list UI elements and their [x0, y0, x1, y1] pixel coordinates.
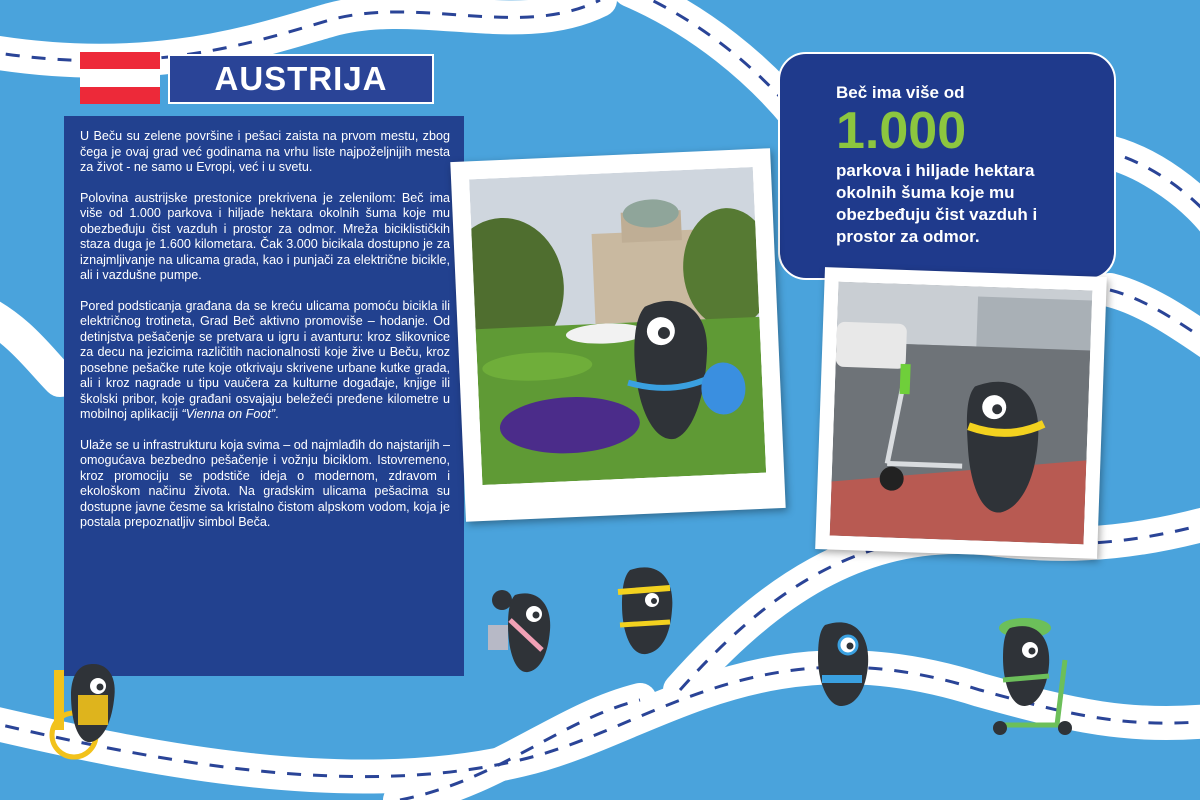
article-paragraph-3-text: Pored podsticanja građana da se kreću ulicama pomoću bicikla ili električnog trotineta, Grad Beč aktivno promoviše – hodanje. Od detinjstva pešačenje se pretvara u igru i avanturu: kroz slikovnice za decu na jezicima različitih nacionalnosti koje žive u Beču, kroz posebne pešačke rute koje otkrivaju skrivene urbane kutke grada, ali i kroz nagrade u tipu vaučera za kulturne događaje, knjige ili školski pribor, koje građani osvajaju beležeći pređene kilometre u mobilnoj aplikaciji [80, 298, 450, 421]
article-paragraph-2: Polovina austrijske prestonice prekrivena je zelenilom: Beč ima više od 1.000 parkova i hiljade hektara okolnih šuma koje mu obezbeđuju čist vazduh i prostor za odmor. Mreža biciklističkih staza duga je 1.600 kilometara. Čak 3.000 bicikala dostupno je za iznajmljivanje na ulicama grada, kao i punjači za električne bicikle, ali i vazdušne pumpe. [80, 190, 450, 282]
app-name: “Vienna on Foot” [181, 407, 276, 421]
park-photo [450, 148, 785, 522]
flag-stripe-bottom [80, 87, 160, 104]
country-title: AUSTRIJA [214, 60, 388, 97]
backpack-girl-mascot [480, 580, 570, 690]
callout-lead: Beč ima više od [836, 83, 965, 102]
scooter-photo-image [830, 282, 1093, 545]
callout-number: 1.000 [836, 102, 967, 160]
country-title-box [168, 54, 434, 104]
park-photo-image [469, 167, 766, 485]
headband-mascot [600, 560, 690, 670]
app-name-suffix: . [275, 407, 279, 421]
austria-flag-icon [80, 52, 160, 104]
glasses-mascot [800, 610, 890, 720]
article-paragraph-3 [80, 299, 450, 423]
article-panel [64, 116, 464, 676]
flag-stripe-middle [80, 69, 160, 86]
scooter-mascot [985, 610, 1095, 740]
article-paragraph-4: Ulaže se u infrastrukturu koja svima – od najmlađih do najstarijih – omogućava bezbedno pešačenje i vožnju biciklom. Istovremeno, kroz promociju se podstiče ideja o modernom, zdravom i ekološkom načinu života. Na gradskim ulicama pešacima su dostupne javne česme sa kristalno čistom alpskom vodom, koja je postala prepoznatljiv simbol Beča. [80, 437, 450, 529]
flag-stripe-top [80, 52, 160, 69]
wheelchair-mascot [36, 650, 126, 760]
fact-callout [778, 52, 1116, 280]
scooter-photo [815, 267, 1107, 559]
article-paragraph-1: U Beču su zelene površine i pešaci zaista na prvom mestu, zbog čega je ovaj grad već godinama na vrhu liste najpoželjnijih mesta za život - ne samo u Evropi, već i u svetu. [80, 129, 450, 174]
callout-text: parkova i hiljade hektara okolnih šuma koje mu obezbeđuju čist vazduh i prostor za odmor. [836, 161, 1038, 246]
